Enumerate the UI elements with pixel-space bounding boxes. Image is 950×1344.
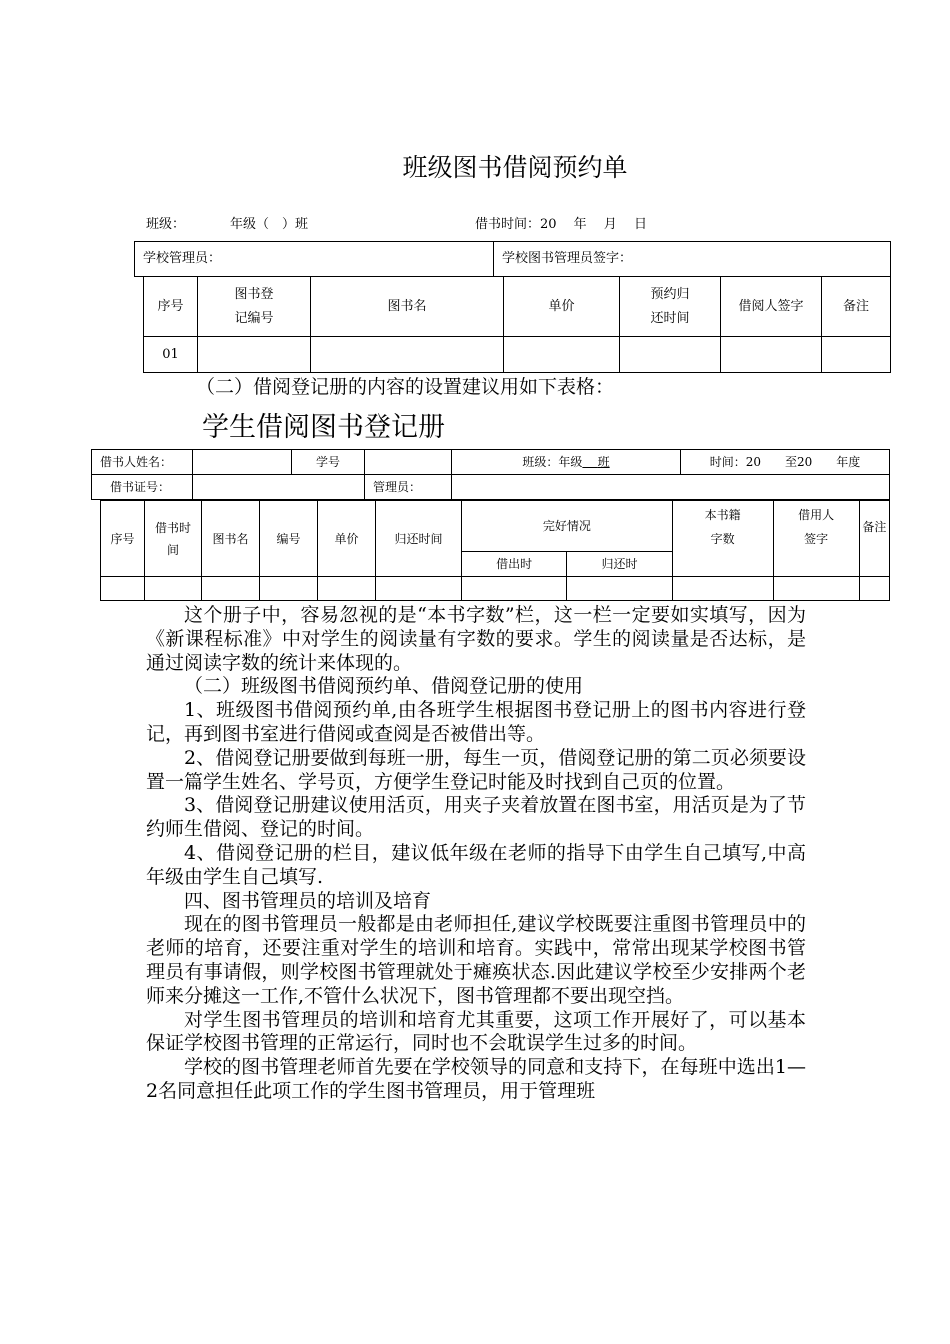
paragraph: 对学生图书管理员的培训和培育尤其重要，这项工作开展好了，可以基本保证学校图书管理的正常运行，同时也不会耽误学生过多的时间。 bbox=[146, 1008, 806, 1055]
form1-table bbox=[143, 276, 891, 373]
form1-manager-cell: 学校管理员： bbox=[135, 242, 494, 277]
form2-borrower-name-value bbox=[193, 450, 292, 475]
form2-info-table bbox=[91, 449, 890, 500]
form2-card-value bbox=[193, 475, 365, 500]
form1-class-label: 班级： bbox=[146, 217, 186, 232]
body-text bbox=[146, 604, 806, 1104]
form2-header-price: 单价 bbox=[318, 501, 376, 577]
form2-cell bbox=[101, 577, 145, 601]
form2-cell bbox=[376, 577, 462, 601]
form1-cell bbox=[198, 337, 311, 373]
paragraph: 学校的图书管理老师首先要在学校领导的同意和支持下，在每班中选出1—2名同意担任此项工作的学生图书管理员，用于管理班 bbox=[146, 1056, 806, 1102]
form2-cell bbox=[202, 577, 260, 601]
form1-grade-label: 年级（ ）班 bbox=[230, 217, 309, 232]
form2-class-label: 班级：年级 bbox=[522, 455, 583, 469]
form2-header-no: 序号 bbox=[101, 501, 145, 577]
form2-cell bbox=[773, 577, 859, 601]
form2-class-cell bbox=[452, 450, 681, 475]
form1-header-bookname: 图书名 bbox=[311, 277, 504, 337]
form2-manager-label: 管理员： bbox=[365, 475, 452, 500]
form1-header-remark: 备注 bbox=[822, 277, 891, 337]
paragraph: 四、图书管理员的培训及培育 bbox=[184, 889, 432, 912]
form1-cell bbox=[721, 337, 822, 373]
form2-student-no-value bbox=[365, 450, 452, 475]
form2-borrower-name-label: 借书人姓名： bbox=[92, 450, 193, 475]
form1-row-no: 01 bbox=[144, 337, 198, 373]
form1-cell bbox=[504, 337, 620, 373]
form2-title: 学生借阅图书登记册 bbox=[202, 412, 445, 443]
form2-header-word-count: 本书籍 字数 bbox=[672, 501, 773, 577]
form2-header-code: 编号 bbox=[260, 501, 318, 577]
paragraph: 3、借阅登记册建议使用活页，用夹子夹着放置在图书室，用活页是为了节约师生借阅、登记的时间。 bbox=[146, 794, 806, 841]
form1-header-return: 预约归 还时间 bbox=[620, 277, 721, 337]
form2-header-borrow-time: 借书时 间 bbox=[145, 501, 202, 577]
form2-cell bbox=[672, 577, 773, 601]
form1-cell bbox=[822, 337, 891, 373]
form2-table bbox=[100, 500, 890, 601]
form2-manager-value bbox=[452, 475, 890, 500]
form2-cell bbox=[260, 577, 318, 601]
paragraph: 1、班级图书借阅预约单,由各班学生根据图书登记册上的图书内容进行登记，再到图书室进行借阅或查阅是否被借出等。 bbox=[146, 699, 806, 745]
form2-header-on-lend: 借出时 bbox=[462, 552, 567, 577]
form1-title: 班级图书借阅预约单 bbox=[402, 153, 628, 182]
form2-header-book-name: 图书名 bbox=[202, 501, 260, 577]
form2-card-label: 借书证号： bbox=[92, 475, 193, 500]
form1-cell bbox=[620, 337, 721, 373]
form2-header-on-return: 归还时 bbox=[567, 552, 672, 577]
form1-header-code: 图书登 记编号 bbox=[198, 277, 311, 337]
form1-signature-cell: 学校图书管理员签字： bbox=[494, 242, 891, 277]
form2-cell bbox=[859, 577, 889, 601]
form2-time-cell: 时间：20 至20 年度 bbox=[681, 450, 890, 475]
form2-header-return-time: 归还时间 bbox=[376, 501, 462, 577]
form2-cell bbox=[462, 577, 567, 601]
form2-header-remark: 备注 bbox=[859, 501, 889, 577]
form1-manager-table bbox=[134, 241, 891, 277]
form1-time-label: 借书时间：20 年 月 日 bbox=[475, 217, 647, 232]
paragraph: 这个册子中，容易忽视的是“本书字数”栏，这一栏一定要如实填写，因为《新课程标准》中对学生的阅读量有字数的要求。学生的阅读量是否达标，是通过阅读字数的统计来体现的。 bbox=[146, 604, 806, 674]
paragraph: 4、借阅登记册的栏目，建议低年级在老师的指导下由学生自己填写,中高年级由学生自己填写. bbox=[146, 841, 806, 888]
paragraph: （二）班级图书借阅预约单、借阅登记册的使用 bbox=[184, 675, 584, 698]
form2-cell bbox=[318, 577, 376, 601]
section-heading: （二）借阅登记册的内容的设置建议用如下表格： bbox=[196, 376, 615, 398]
form2-student-no-label: 学号 bbox=[292, 450, 365, 475]
paragraph: 2、借阅登记册要做到每班一册，每生一页，借阅登记册的第二页必须要设置一篇学生姓名、学号页，方便学生登记时能及时找到自己页的位置。 bbox=[146, 746, 806, 793]
form1-header-price: 单价 bbox=[504, 277, 620, 337]
form1-header-no: 序号 bbox=[144, 277, 198, 337]
form1-cell bbox=[311, 337, 504, 373]
form2-cell bbox=[567, 577, 672, 601]
form2-class-suffix: 班 bbox=[597, 455, 610, 469]
paragraph: 现在的图书管理员一般都是由老师担任,建议学校既要注重图书管理员中的老师的培育，还要注重对学生的培训和培育。实践中，常常出现某学校图书管理员有事请假，则学校图书管理就处于瘫痪状态.因此建议学校至少安排两个老师来分摊这一工作,不管什么状况下，图书管理都不要出现空挡。 bbox=[146, 913, 806, 1007]
form2-header-borrower-sign: 借用人 签字 bbox=[773, 501, 859, 577]
form2-cell bbox=[145, 577, 202, 601]
form1-header-signature: 借阅人签字 bbox=[721, 277, 822, 337]
form2-header-condition: 完好情况 bbox=[462, 501, 673, 552]
